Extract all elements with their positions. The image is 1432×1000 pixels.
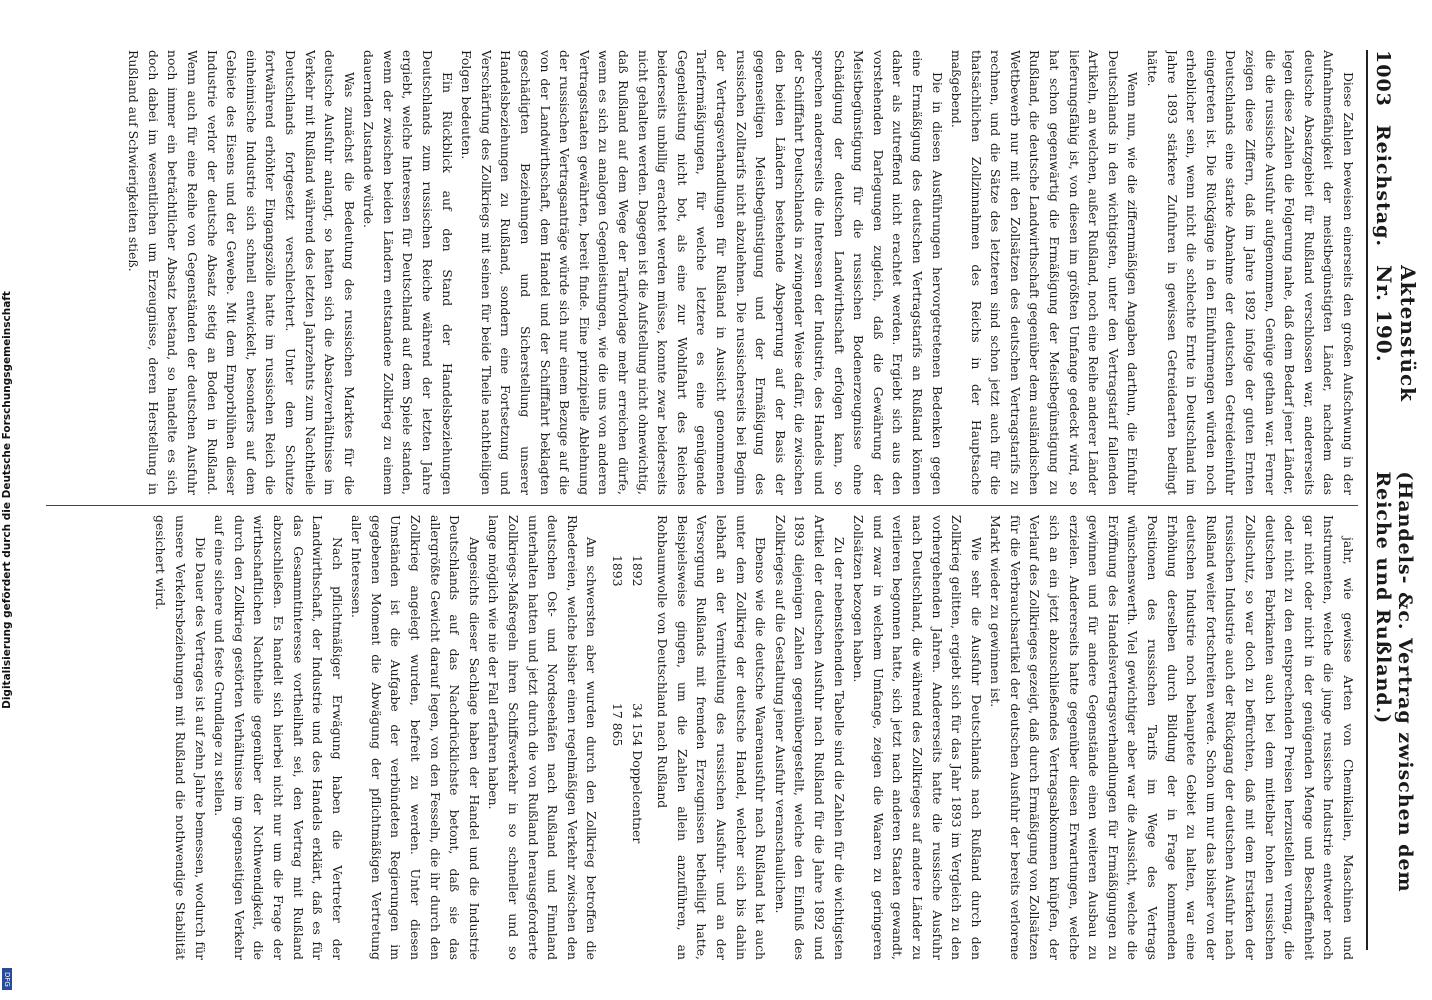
page-header <box>1366 50 1420 950</box>
statistics-value: 17 865 <box>610 703 626 747</box>
paragraph: Was zunächst die Bedeutung des russischen Marktes für die deutsche Ausfuhr anlangt, so hatten sich die Absatzverhältnisse im Verkehr mit Rußland während des letzten Jahrzehnts zum Nachtheile Deutschlands fortgesetzt verschlechtert. Unter dem Schutze fortwährend erhöhter Eingangszölle hatte im russischen Reich die einheimische Industrie sich schnell entwickelt, besonders auf dem Gebiete des Eisens und der Gewebe. Mit dem Emporblühen dieser Industrie verlor der deutsche Absatz stetig an Boden in Rußland. Wenn auch für eine Reihe von Gegenständen der deutschen Ausfuhr noch immer ein beträchtlicher Absatz bestand, so handelte es sich doch dabei im wesentlichen um Erzeugnisse, deren Herstellung in Rußland auf Schwierigkeiten stieß. <box>126 50 357 495</box>
paragraph: Diese Zahlen beweisen einerseits den großen Aufschwung in der Aufnahmefähigkeit der meistbegünstigten Länder, nachdem das deutsche Absatzgebiet für Rußland verschlossen war, andererseits legen diese Zahlen die Folgerung nahe, daß dem Bedarf jener Länder, die die russische Ausfuhr aufgenommen, Genüge gethan war. Ferner zeigen diese Ziffern, daß im Jahre 1892 infolge der guten Ernten Deutschlands eine starke Abnahme der deutschen Getreideeinfuhr eingetreten ist. Die Rückgänge in den Einfuhrmengen würden noch erheblicher sein, wenn nicht die schlechte Ernte in Deutschland im Jahre 1893 stärkere Zufuhren in gewissen Getreidearten bedingt hätte. <box>1145 50 1356 495</box>
statistics-year: 1892 <box>629 555 645 587</box>
paragraph: Wie sehr die Ausfuhr Deutschlands nach Rußland durch den Zollkrieg gelitten, ergiebt sich für das Jahr 1893 im Vergleich zu den vorhergehenden Jahren. Andererseits hatte die russische Ausfuhr nach Deutschland, die während des Zollkrieges auf andere Länder zu verlieren begonnen hatte, sich jetzt nach anderen Staaten gewandt, und zwar in welchem Umfange, zeigen die Waaren zu geringeren Zollsätzen bezogen haben. <box>851 515 984 960</box>
statistics-row <box>627 555 647 960</box>
paragraph: Zu der nebenstehenden Tabelle sind die Zahlen für die wichtigsten Artikel der deutschen Ausfuhr nach Rußland für die Jahre 1892 und 1893 diejenigen Zahlen gegenübergestellt, welche den Einfluß des Zollkrieges auf die Gestaltung jener Ausfuhr veranschaulichen. <box>772 515 847 960</box>
text-column-left <box>46 50 1358 495</box>
document-subject: (Handels- &c. Vertrag zwischen dem Reiche und Rußland.) <box>1372 471 1416 893</box>
logo-text: DFG <box>3 971 11 987</box>
statistics-table <box>607 555 646 960</box>
statistics-value: 34 154 Doppelcentner <box>629 703 645 844</box>
paragraph: Die Dauer des Vertrages ist auf zehn Jahre bemessen, wodurch für unsere Verkehrsbeziehungen mit Rußland die nothwendige Stabilität gesichert wird. <box>153 515 208 960</box>
document-number: Aktenstück Nr. 190. <box>1372 265 1420 403</box>
publication-title: Reichstag. <box>1372 124 1394 248</box>
paragraph: Nach pflichtmäßiger Erwägung haben die Vertreter der Landwirthschaft, der Industrie und des Handels erklärt, daß es für das Gesammtinteresse vortheilhaft sei, den Vertrag mit Rußland abzuschließen. Es handelt sich hierbei nicht nur um die Frage der wirthschaftlichen Nachtheile gegenüber der Nothwendigkeit, die durch den Zollkrieg gestörten Verhältnisse im gegenseitigen Verkehr auf eine sichere und feste Grundlage zu stellen. <box>212 515 345 960</box>
paragraph: Am schwersten aber wurden durch den Zollkrieg betroffen die Rhedereien, welche bisher einen regelmäßigen Verkehr zwischen den deutschen Ost- und Nordseehäfen nach Rußland und Finnland unterhalten hatten und jetzt durch die von Rußland herausgeforderte Zollkriegs-Maßregeln ihren Schiffsverkehr in so schneller und so lange möglich wie nie der Fall erfahren haben. <box>486 515 600 960</box>
paragraph: Wenn nun, wie die ziffernmäßigen Angaben darthun, die Einfuhr Deutschlands in den wichtigsten, unter den Vertragstarif fallenden Artikeln, an welchen, außer Rußland, noch eine Reihe anderer Länder lieferungsfähig ist, von diesen im größten Umfange gedeckt wird, so hat schon gegenwärtig die Ermäßigung der Meistbegünstigung zu Rußland, die deutsche Landwirthschaft gegenüber dem ausländischen Wettbewerb nur mit den Zollsätzen des deutschen Vertragstarifs zu rechnen, und die Sätze des letzteren sind schon jetzt auch für die thatsächlichen Zollzinnahmen des Reichs in der Hauptsache maßgebend. <box>949 50 1141 495</box>
statistics-row <box>607 555 627 960</box>
credit-text: Digitalisierung gefördert durch die Deutsche Forschungsgemeinschaft <box>1 291 14 709</box>
document-page <box>6 10 1426 990</box>
paragraph: Ebenso wie die deutsche Waarenausfuhr nach Rußland hat auch unter dem Zollkrieg der deutsche Handel, welcher sich bis dahin lebhaft an der Vermittelung des russischen Ausfuhr- und an der Versorgung Rußlands mit fremden Erzeugnissen betheiligt hatte, Beispielsweise gingen, um die Zahlen allein anzuführen, an Rohbaumwolle von Deutschland nach Rußland <box>655 515 769 960</box>
text-column-right <box>46 515 1358 960</box>
paragraph: jahr, wie gewisse Arten von Chemikalien, Maschinen und Instrumenten, welche die junge russische Industrie entweder noch gar nicht oder nicht in der genügenden Menge und Beschaffenheit oder nicht zu den entsprechenden Preisen herzustellen vermag, die deutschen Fabrikanten auch bei dem mittelbar hohen russischen Zollschutz, so war doch zu befürchten, daß mit dem Erstarken der russischen Industrie auch der Rückgang der deutschen Ausfuhr nach Rußland weiter fortschreiten werde. Schon um nur das bisher von der deutschen Industrie noch behauptete Gebiet zu halten, war eine Erhöhung derselben durch Bildung der in Frage kommenden Positionen des russischen Tarifs im Wege des Vertrags wünschenswerth. Viel gewichtiger aber war die Aussicht, welche die Eröffnung des Handelsvertragsverhandlungen für Ermäßigungen zu gewinnen und für andere Gegenstände einen weiteren Ausbau zu erzielen. Andererseits hatte gegenüber diesen Erwartungen, welche sich an ein jetzt abzuschließendes Vertragsabkommen knüpfen, der Verlauf des Zollkrieges gezeigt, daß durch Ermäßigung von Zollsätzen für die Verbrauchsartikel der deutschen Ausfuhr der bereits verlorene Markt wieder zu gewinnen ist. <box>988 515 1356 960</box>
statistics-year: 1893 <box>610 555 626 587</box>
paragraph: Ein Rückblick auf den Stand der Handelsbeziehungen Deutschlands zum russischen Reiche während der letzten Jahre ergiebt, welche Interessen für Deutschland auf dem Spiele standen, wenn der zwischen beiden Ländern entstandene Zollkrieg zu einem dauernden Zustande würde. <box>361 50 455 495</box>
page-number: 1003 <box>1372 50 1394 107</box>
digitization-credit <box>0 0 14 1000</box>
column-divider <box>46 505 1358 506</box>
paragraph: Die in diesen Ausführungen hervorgetretenen Bedenken gegen eine Ermäßigung des deutschen Vertragstarifs an Rußland können daher als zutreffend nicht erachtet werden. Ergiebt sich aus den vorstehenden Darlegungen zugleich, daß die Gewährung der Meistbegünstigung für die russischen Bodenerzeugnisse ohne Schädigung der deutschen Landwirthschaft erfolgen kann, so sprechen andererseits die Interessen der Industrie, des Handels und der Schifffahrt Deutschlands in zwingender Weise dafür, die zwischen den beiden Ländern bestehende Absperrung auf der Basis der gegenseitigen Meistbegünstigung und der Ermäßigung des russischen Zolltarifs nicht abzulehnen. Die russischerseits bei Beginn der Vertragsverhandlungen für Rußland in Aussicht genommenen Tarifermäßigungen, für welche letztere es eine genügende Gegenleistung nicht bot, als eine zur Wohlfahrt des Reiches beiderseits unbillig erachtet werden müsse, konnte zwar beiderseits nicht gehalten werden. Dagegen ist die Aufstellung nicht ohnewichtig, daß Rußland auf dem Wege der Tarifvorlage mehr erreichen dürfe, wenn es sich zu analogen Gegenleistungen, wie die uns von anderen Vertragsstaaten gewährten, bereit finde. Eine prinzipielle Ablehnung der russischen Vertragsanträge würde sich nur einem Bezuge auf die von der Landwirthschaft, dem Handel und der Schifffahrt beklagten geschädigten Beziehungen und Sicherstellung unserer Handelsbeziehungen zu Rußland, sondern eine Fortsetzung und Verschärfung des Zollkriegs mit seinen für beide Theile nachtheiligen Folgen bedeuten. <box>459 50 945 495</box>
dfg-logo-icon <box>2 968 12 990</box>
paragraph: Angesichts dieser Sachlage haben der Handel und die Industrie Deutschlands auf das Nachdrücklichste betont, daß sie das allergrößte Gewicht darauf legen, von den Fesseln, die ihr durch den Zollkrieg angelegt wurden, befreit zu werden. Unter diesen Umständen ist die Aufgabe der verbündeten Regierungen im gegebenen Moment die Abwägung der pflichtmäßigen Vertretung aller Interessen. <box>349 515 482 960</box>
